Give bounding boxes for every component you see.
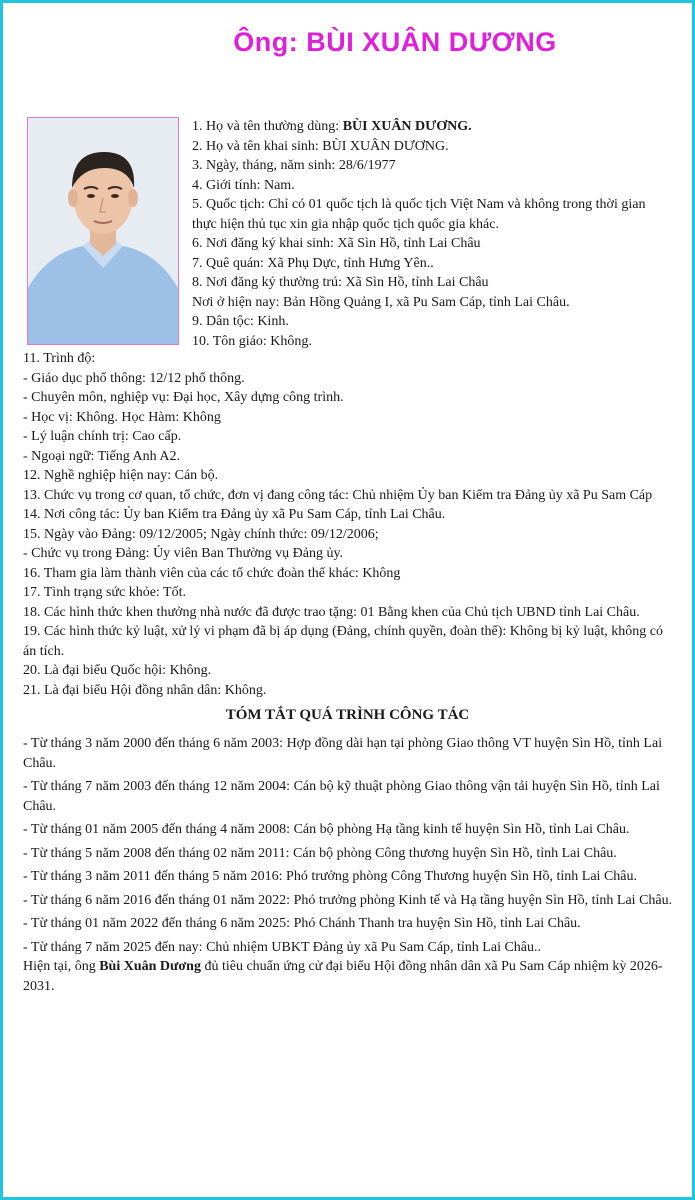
detail-line: 13. Chức vụ trong cơ quan, tổ chức, đơn vị đang công tác: Chủ nhiệm Ủy ban Kiểm tra Đảng ủy xã Pu Sam Cáp (23, 487, 653, 503)
work-item: - Từ tháng 7 năm 2025 đến nay: Chủ nhiệm UBKT Đảng ủy xã Pu Sam Cáp, tỉnh Lai Châu.. (23, 939, 542, 955)
detail-line: - Lý luận chính trị: Cao cấp. (23, 429, 182, 444)
detail-line: 20. Là đại biểu Quốc hội: Không. (23, 663, 212, 678)
portrait-photo (27, 117, 179, 345)
detail-line: - Học vị: Không. Học Hàm: Không (23, 409, 221, 425)
detail-line: 17. Tình trạng sức khỏe: Tốt. (23, 585, 186, 600)
detail-line: 21. Là đại biểu Hội đồng nhân dân: Không. (23, 682, 267, 698)
page-title: Ông: BÙI XUÂN DƯƠNG (233, 27, 557, 57)
info-line-7: 7. Quê quán: Xã Phụ Dực, tỉnh Hưng Yên.. (192, 255, 434, 271)
work-item: - Từ tháng 3 năm 2011 đến tháng 5 năm 2016: Phó trưởng phòng Công Thương huyện Sìn Hồ, tỉnh Lai Châu. (23, 869, 637, 884)
info-line-1: 1. Họ và tên thường dùng: BÙI XUÂN DƯƠNG. (192, 119, 472, 134)
info-line-8: 8. Nơi đăng ký thường trú: Xã Sìn Hồ, tỉnh Lai Châu (192, 275, 489, 290)
detail-line: 15. Ngày vào Đảng: 09/12/2005; Ngày chính thức: 09/12/2006; (23, 526, 379, 542)
info-line-9: 9. Dân tộc: Kinh. (192, 314, 289, 329)
info-line-5: 5. Quốc tịch: Chỉ có 01 quốc tịch là quốc tịch Việt Nam và không trong thời gian (192, 197, 646, 212)
work-item: - Từ tháng 5 năm 2008 đến tháng 02 năm 2011: Cán bộ phòng Công thương huyện Sìn Hồ, tỉnh Lai Châu. (23, 845, 617, 861)
detail-line: - Giáo dục phổ thông: 12/12 phổ thông. (23, 370, 245, 386)
detail-line: 16. Tham gia làm thành viên của các tổ chức đoàn thể khác: Không (23, 565, 401, 581)
info-line-10: 10. Tôn giáo: Không. (192, 333, 312, 349)
info-line-6: 6. Nơi đăng ký khai sinh: Xã Sìn Hồ, tỉnh Lai Châu (192, 236, 481, 251)
work-history (23, 734, 673, 1000)
info-line-4: 4. Giới tính: Nam. (192, 177, 295, 193)
detail-line: 14. Nơi công tác: Ủy ban Kiểm tra Đảng ủy xã Pu Sam Cáp, tỉnh Lai Châu. (23, 507, 446, 522)
detail-line: - Chuyên môn, nghiệp vụ: Đại học, Xây dựng công trình. (23, 390, 344, 405)
detail-line: 19. Các hình thức kỷ luật, xử lý vi phạm đã bị áp dụng (Đảng, chính quyền, đoàn thể): Không bị kỷ luật, không có án tích. (23, 624, 664, 659)
portrait-icon (28, 118, 178, 344)
detail-line: 11. Trình độ: (23, 351, 96, 366)
work-item: - Từ tháng 01 năm 2022 đến tháng 6 năm 2025: Phó Chánh Thanh tra huyện Sìn Hồ, tỉnh Lai Châu. (23, 916, 581, 931)
work-item: - Từ tháng 01 năm 2005 đến tháng 4 năm 2008: Cán bộ phòng Hạ tầng kinh tế huyện Sìn Hồ, tỉnh Lai Châu. (23, 822, 630, 837)
work-item: - Từ tháng 6 năm 2016 đến tháng 01 năm 2022: Phó trưởng phòng Kinh tế và Hạ tầng huyện Sìn Hồ, tỉnh Lai Châu. (23, 892, 673, 908)
info-line-5b: thực hiện thủ tục xin gia nhập quốc tịch quốc gia khác. (192, 216, 499, 232)
work-history-title: TÓM TẮT QUÁ TRÌNH CÔNG TÁC (225, 707, 470, 723)
work-item: - Từ tháng 7 năm 2003 đến tháng 12 năm 2004: Cán bộ kỹ thuật phòng Giao thông vận tải huyện Sìn Hồ, tỉnh Lai Châu. (23, 779, 660, 814)
work-item: - Từ tháng 3 năm 2000 đến tháng 6 năm 2003: Hợp đồng dài hạn tại phòng Giao thông VT huyện Sìn Hồ, tỉnh Lai Châu. (23, 736, 663, 771)
detail-line: 12. Nghề nghiệp hiện nay: Cán bộ. (23, 468, 219, 483)
detail-line: - Chức vụ trong Đảng: Ủy viên Ban Thường vụ Đảng ủy. (23, 546, 344, 561)
info-line-3: 3. Ngày, tháng, năm sinh: 28/6/1977 (192, 158, 396, 173)
info-line-2: 2. Họ và tên khai sinh: BÙI XUÂN DƯƠNG. (192, 138, 449, 154)
details-info (23, 349, 673, 700)
conclusion: Hiện tại, ông Bùi Xuân Dương đủ tiêu chuẩn ứng cử đại biểu Hội đồng nhân dân xã Pu Sam Cáp nhiệm kỳ 2026-2031. (23, 959, 663, 994)
detail-line: - Ngoại ngữ: Tiếng Anh A2. (23, 448, 180, 464)
personal-info (192, 117, 672, 351)
info-line-8b: Nơi ở hiện nay: Bản Hồng Quảng I, xã Pu Sam Cáp, tỉnh Lai Châu. (192, 294, 570, 310)
detail-line: 18. Các hình thức khen thưởng nhà nước đã được trao tặng: 01 Bằng khen của Chủ tịch UBND tỉnh Lai Châu. (23, 604, 640, 620)
